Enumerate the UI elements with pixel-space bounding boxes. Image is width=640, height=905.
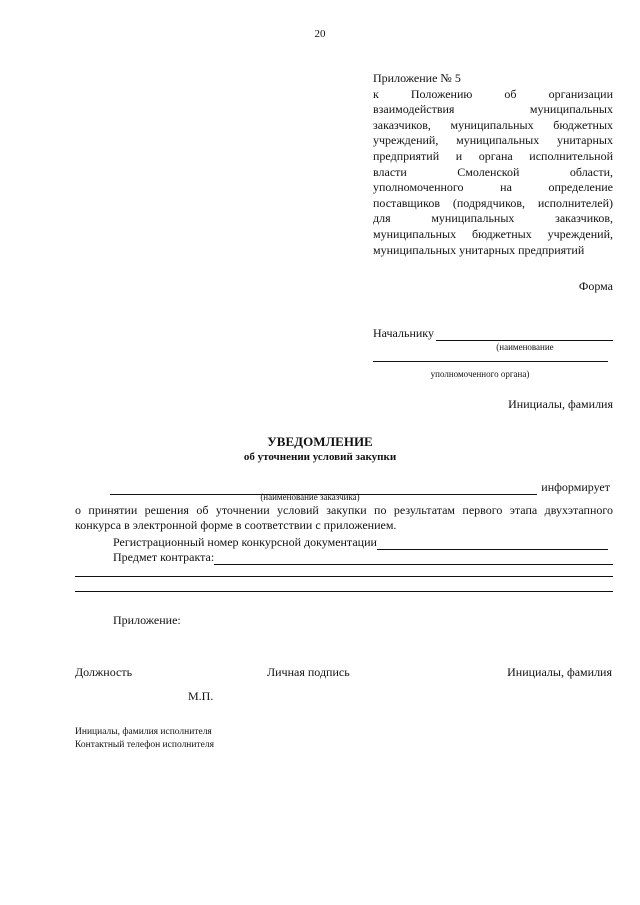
appendix-line: власти Смоленской области, (373, 164, 613, 179)
appendix-line: заказчиков, муниципальных бюджетных (373, 117, 613, 132)
appendix-line: муниципальных унитарных предприятий (373, 242, 585, 257)
appendix-line: к Положению об организации (373, 86, 613, 101)
caption-organ: уполномоченного органа) (430, 369, 530, 379)
addressee-initials: Инициалы, фамилия (508, 397, 613, 411)
caption-customer: (наименование заказчика) (260, 492, 360, 502)
form-label: Форма (578, 279, 613, 293)
appendix-line: учреждений, муниципальных унитарных (373, 133, 613, 148)
executor-block (75, 726, 214, 751)
appendix-line: муниципальных бюджетных учреждений, (373, 226, 613, 241)
appendix-line: для муниципальных заказчиков, (373, 211, 613, 226)
addressee-name-line (436, 328, 613, 341)
signature-initials: Инициалы, фамилия (507, 665, 612, 679)
informs-label: информирует (541, 480, 610, 494)
notice-subtitle: об уточнении условий закупки (243, 451, 397, 463)
appendix-title: Приложение № 5 (373, 71, 461, 85)
appendix-line: уполномоченного на определение (373, 180, 613, 195)
signature-personal: Личная подпись (267, 665, 350, 679)
reg-number-label: Регистрационный номер конкурсной документации (113, 535, 377, 549)
paragraph-line: о принятии решения об уточнении условий закупки по результатам первого этапа двухэтапного (75, 503, 613, 517)
appendix-line: предприятий и органа исполнительной (373, 148, 613, 163)
contract-subject-row (113, 550, 613, 565)
addressee-row (373, 326, 613, 341)
contract-subject-label: Предмет контракта: (113, 550, 215, 564)
contract-subject-line-2 (75, 576, 613, 577)
appendix-block (373, 71, 613, 258)
stamp-placeholder: М.П. (188, 689, 214, 703)
caption-name: (наименование (496, 342, 554, 352)
signature-position: Должность (75, 665, 133, 679)
appendix-line: поставщиков (подрядчиков, исполнителей) (373, 195, 613, 210)
chief-label: Начальнику (373, 326, 434, 340)
paragraph-line: конкурса в электронной форме в соответствии с приложением. (75, 518, 397, 532)
executor-phone: Контактный телефон исполнителя (75, 739, 214, 750)
reg-number-line (377, 538, 608, 550)
reg-number-row (113, 535, 608, 550)
contract-subject-line-3 (75, 591, 613, 592)
executor-name: Инициалы, фамилия исполнителя (75, 727, 212, 737)
contract-subject-line (214, 553, 613, 565)
appendix-line: взаимодействия муниципальных (373, 102, 613, 117)
body-paragraph (75, 503, 613, 533)
notice-title: УВЕДОМЛЕНИЕ (267, 434, 373, 449)
attachment-label: Приложение: (113, 613, 181, 627)
addressee-organ-line (373, 361, 608, 362)
page-number: 20 (314, 28, 326, 40)
